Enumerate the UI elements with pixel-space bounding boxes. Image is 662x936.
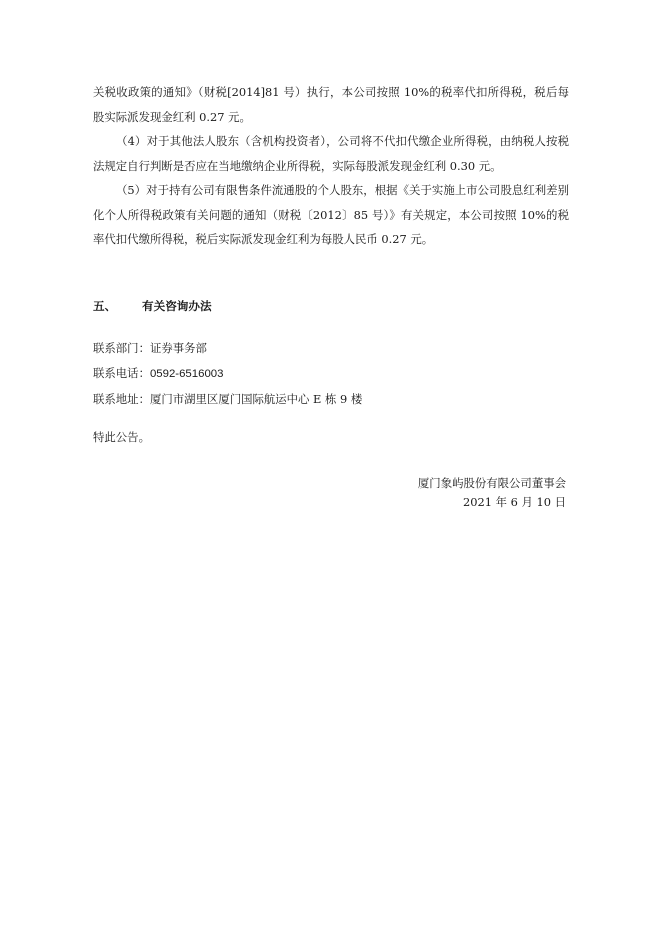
section-number: 五、 [93,299,117,313]
contact-department-label: 联系部门： [93,341,150,355]
closing-remark: 特此公告。 [93,430,150,444]
section-heading [93,296,212,316]
signature-company: 厦门象屿股份有限公司董事会 [417,476,566,490]
contact-department [93,338,207,358]
contact-phone [93,363,223,384]
contact-address-label: 联系地址： [93,392,150,406]
paragraph-corporate-shareholders: （4）对于其他法人股东（含机构投资者），公司将不代扣代缴企业所得税，由纳税人按税法规定自行判断是否应在当地缴纳企业所得税，实际每股派发现金红利 0.30 元。 [93,134,569,173]
contact-department-value: 证券事务部 [149,341,207,355]
section-title: 有关咨询办法 [142,299,212,313]
signature-date: 2021 年 6 月 10 日 [462,495,566,509]
contact-address-value: 厦门市湖里区厦门国际航运中心 E 栋 9 楼 [149,392,363,406]
contact-address [93,389,362,409]
paragraph-tax-policy-continued: 关税收政策的通知》（财税[2014]81 号）执行，本公司按照 10%的税率代扣所得税，税后每股实际派发现金红利 0.27 元。 [93,85,569,124]
contact-phone-value: 0592-6516003 [149,368,224,380]
paragraph-restricted-shareholders: （5）对于持有公司有限售条件流通股的个人股东，根据《关于实施上市公司股息红利差别化个人所得税政策有关问题的通知（财税〔2012〕85 号）》有关规定，本公司按照 10%的税率代扣代缴所得税，税后实际派发现金红利为每股人民币 0.27 元。 [93,183,569,246]
contact-phone-label: 联系电话： [93,366,150,380]
